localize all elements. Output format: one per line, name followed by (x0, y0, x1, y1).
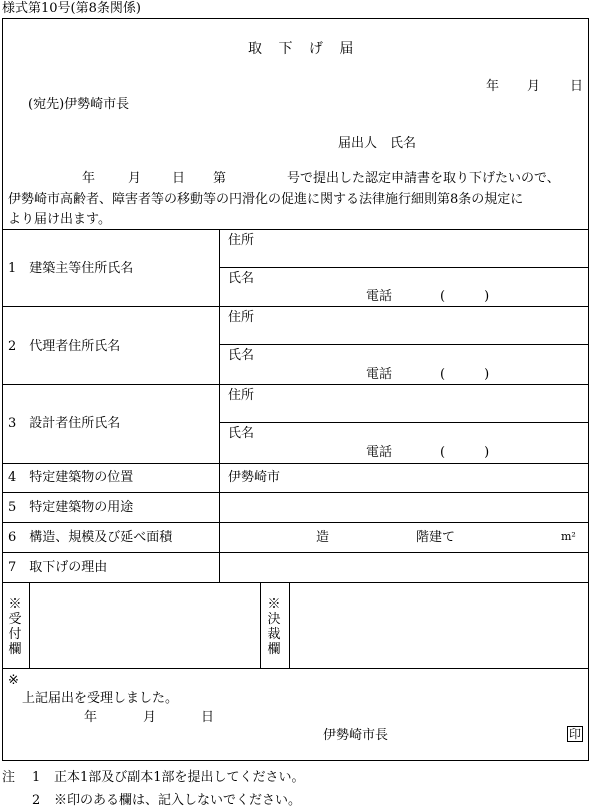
note-2-number: 2 (32, 793, 41, 808)
body-line2: 伊勢崎市高齢者、障害者等の移動等の円滑化の促進に関する法律施行細則第8条の規定に (8, 192, 524, 207)
designer-phone-paren: ( ) (440, 445, 490, 460)
acceptance-day: 日 (201, 710, 215, 725)
agent-address-label: 住所 (228, 310, 255, 325)
date-month: 月 (527, 79, 541, 94)
body-month: 月 (128, 171, 142, 186)
note-1-number: 1 (32, 770, 41, 785)
designer-label: 3 設計者住所氏名 (8, 416, 121, 431)
note-2-text: ※印のある欄は、記入しないでください。 (54, 793, 302, 808)
seal-mark: 印 (568, 727, 581, 741)
floors-label: 階建て (416, 530, 456, 545)
addressee: (宛先)伊勢崎市長 (28, 97, 130, 112)
usage-label: 5 特定建築物の用途 (8, 500, 134, 515)
designer-name-label: 氏名 (228, 426, 255, 441)
form-number-label: 様式第10号(第8条関係) (2, 1, 141, 16)
body-day: 日 (172, 171, 186, 186)
owner-address-label: 住所 (228, 233, 255, 248)
decision-label: ※決裁欄 (267, 597, 281, 657)
owner-name-label: 氏名 (228, 271, 255, 286)
area-unit: m² (561, 530, 576, 543)
acceptance-month: 月 (143, 710, 157, 725)
owner-phone-label: 電話 (366, 289, 393, 304)
designer-phone-label: 電話 (366, 445, 393, 460)
agent-name-label: 氏名 (228, 348, 255, 363)
body-line3: より届け出ます。 (8, 212, 111, 227)
location-value: 伊勢崎市 (228, 470, 281, 485)
owner-label: 1 建築主等住所氏名 (8, 261, 134, 276)
structure-type: 造 (316, 530, 330, 545)
form-title: 取 下 げ 届 (248, 41, 360, 57)
applicant-name-label: 届出人 氏名 (338, 136, 417, 151)
designer-address-label: 住所 (228, 388, 255, 403)
date-year: 年 (486, 79, 500, 94)
body-year: 年 (82, 171, 96, 186)
notes-prefix: 注 (2, 770, 16, 785)
reception-label: ※受付欄 (8, 597, 22, 657)
acceptance-text: 上記届出を受理しました。 (22, 691, 179, 706)
body-line1-tail: 号で提出した認定申請書を取り下げたいので、 (287, 171, 560, 186)
acceptance-mark: ※ (8, 673, 19, 688)
form-frame (2, 18, 589, 761)
agent-label: 2 代理者住所氏名 (8, 339, 121, 354)
reason-label: 7 取下げの理由 (8, 560, 108, 575)
location-label: 4 特定建築物の位置 (8, 470, 134, 485)
agent-phone-paren: ( ) (440, 367, 490, 382)
mayor-label: 伊勢崎市長 (323, 728, 389, 743)
note-1-text: 正本1部及び副本1部を提出してください。 (54, 770, 305, 785)
acceptance-year: 年 (84, 710, 98, 725)
date-day: 日 (570, 79, 584, 94)
agent-phone-label: 電話 (366, 367, 393, 382)
structure-label: 6 構造、規模及び延べ面積 (8, 530, 173, 545)
owner-phone-paren: ( ) (440, 289, 490, 304)
body-number-prefix: 第 (213, 171, 227, 186)
